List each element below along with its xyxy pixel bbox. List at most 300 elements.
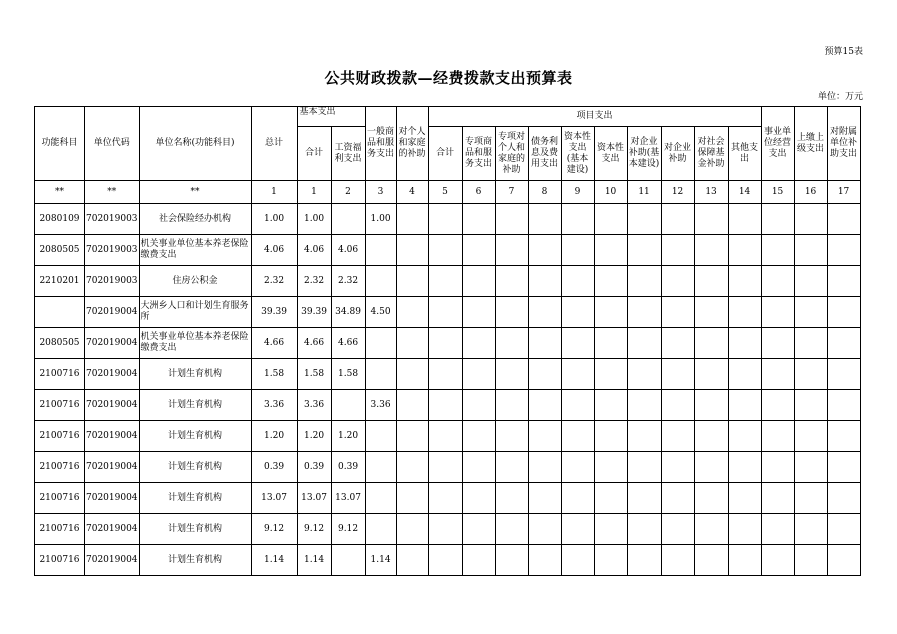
- func-code-cell: 2080505: [35, 328, 85, 359]
- empty-cell: [396, 297, 428, 328]
- empty-cell: [728, 452, 761, 483]
- empty-cell: [661, 297, 694, 328]
- empty-cell: [827, 421, 860, 452]
- empty-cell: [528, 452, 561, 483]
- func-code-cell: [35, 297, 85, 328]
- empty-cell: [827, 390, 860, 421]
- basic-total-cell: 1.58: [297, 359, 331, 390]
- wage-cell: 1.20: [331, 421, 365, 452]
- unit-name-cell: 大洲乡人口和计划生育服务所: [139, 297, 251, 328]
- basic-total-cell: 3.36: [297, 390, 331, 421]
- table-row: [35, 235, 861, 266]
- empty-cell: [794, 359, 827, 390]
- header-basic-personal: 对个人和家庭的补助: [396, 107, 428, 181]
- empty-cell: [694, 545, 728, 576]
- empty-cell: [661, 204, 694, 235]
- index-cell: 5: [428, 181, 462, 204]
- total-cell: 39.39: [251, 297, 297, 328]
- table-row: [35, 483, 861, 514]
- empty-cell: [594, 390, 627, 421]
- index-row: [35, 181, 861, 204]
- goods-cell: [365, 328, 396, 359]
- index-cell: **: [35, 181, 85, 204]
- empty-cell: [694, 390, 728, 421]
- empty-cell: [462, 328, 495, 359]
- header-proj-total: 合计: [428, 127, 462, 181]
- index-cell: 2: [331, 181, 365, 204]
- header-extra-affiliate: 对附属单位补助支出: [827, 107, 860, 181]
- empty-cell: [827, 359, 860, 390]
- empty-cell: [428, 297, 462, 328]
- index-cell: 6: [462, 181, 495, 204]
- empty-cell: [528, 545, 561, 576]
- empty-cell: [728, 204, 761, 235]
- empty-cell: [396, 235, 428, 266]
- table-row: [35, 421, 861, 452]
- wage-cell: 2.32: [331, 266, 365, 297]
- empty-cell: [761, 297, 794, 328]
- header-basic-goods: 一般商品和服务支出: [365, 107, 396, 181]
- index-cell: 11: [627, 181, 661, 204]
- unit-name-cell: 社会保险经办机构: [139, 204, 251, 235]
- wage-cell: 4.66: [331, 328, 365, 359]
- empty-cell: [428, 235, 462, 266]
- empty-cell: [495, 452, 528, 483]
- goods-cell: [365, 483, 396, 514]
- empty-cell: [661, 359, 694, 390]
- basic-total-cell: 0.39: [297, 452, 331, 483]
- unit-name-cell: 计划生育机构: [139, 421, 251, 452]
- empty-cell: [827, 204, 860, 235]
- empty-cell: [561, 266, 594, 297]
- empty-cell: [462, 421, 495, 452]
- total-cell: 13.07: [251, 483, 297, 514]
- total-cell: 9.12: [251, 514, 297, 545]
- empty-cell: [728, 235, 761, 266]
- empty-cell: [396, 452, 428, 483]
- empty-cell: [561, 328, 594, 359]
- index-cell: 15: [761, 181, 794, 204]
- wage-cell: 13.07: [331, 483, 365, 514]
- header-proj-goods: 专项商品和服务支出: [462, 127, 495, 181]
- empty-cell: [661, 390, 694, 421]
- empty-cell: [594, 545, 627, 576]
- empty-cell: [528, 359, 561, 390]
- func-code-cell: 2100716: [35, 452, 85, 483]
- total-cell: 1.00: [251, 204, 297, 235]
- page-title: 公共财政拨款—经费拨款支出预算表: [324, 69, 573, 87]
- basic-total-cell: 1.20: [297, 421, 331, 452]
- unit-code-cell: 702019004: [85, 421, 140, 452]
- unit-name-cell: 计划生育机构: [139, 359, 251, 390]
- empty-cell: [495, 359, 528, 390]
- wage-cell: 1.58: [331, 359, 365, 390]
- empty-cell: [728, 421, 761, 452]
- empty-cell: [594, 235, 627, 266]
- empty-cell: [462, 452, 495, 483]
- empty-cell: [396, 359, 428, 390]
- unit-code-cell: 702019003: [85, 266, 140, 297]
- empty-cell: [627, 545, 661, 576]
- unit-code-cell: 702019004: [85, 390, 140, 421]
- empty-cell: [761, 421, 794, 452]
- unit-name-cell: 计划生育机构: [139, 483, 251, 514]
- basic-total-cell: 4.66: [297, 328, 331, 359]
- empty-cell: [694, 297, 728, 328]
- wage-cell: 9.12: [331, 514, 365, 545]
- empty-cell: [396, 390, 428, 421]
- empty-cell: [428, 328, 462, 359]
- goods-cell: [365, 452, 396, 483]
- budget-table: [34, 106, 861, 576]
- empty-cell: [794, 421, 827, 452]
- unit-code-cell: 702019003: [85, 204, 140, 235]
- unit-code-cell: 702019004: [85, 328, 140, 359]
- empty-cell: [694, 266, 728, 297]
- empty-cell: [561, 359, 594, 390]
- empty-cell: [528, 235, 561, 266]
- empty-cell: [728, 545, 761, 576]
- empty-cell: [462, 266, 495, 297]
- index-cell: 3: [365, 181, 396, 204]
- empty-cell: [396, 483, 428, 514]
- empty-cell: [627, 204, 661, 235]
- wage-cell: 34.89: [331, 297, 365, 328]
- header-proj-enterprise-basic: 对企业补助(基本建设): [627, 127, 661, 181]
- empty-cell: [594, 421, 627, 452]
- empty-cell: [794, 204, 827, 235]
- empty-cell: [594, 204, 627, 235]
- goods-cell: 3.36: [365, 390, 396, 421]
- header-basic: 基本支出: [297, 107, 365, 127]
- header-proj-social-fund: 对社会保障基金补助: [694, 127, 728, 181]
- empty-cell: [761, 514, 794, 545]
- empty-cell: [561, 421, 594, 452]
- empty-cell: [462, 297, 495, 328]
- empty-cell: [827, 545, 860, 576]
- empty-cell: [495, 421, 528, 452]
- empty-cell: [561, 452, 594, 483]
- index-cell: 16: [794, 181, 827, 204]
- empty-cell: [728, 297, 761, 328]
- empty-cell: [827, 235, 860, 266]
- empty-cell: [528, 514, 561, 545]
- table-row: [35, 266, 861, 297]
- empty-cell: [627, 266, 661, 297]
- empty-cell: [627, 297, 661, 328]
- total-cell: 4.06: [251, 235, 297, 266]
- wage-cell: [331, 390, 365, 421]
- empty-cell: [495, 390, 528, 421]
- header-unit-code: 单位代码: [85, 107, 140, 181]
- empty-cell: [495, 328, 528, 359]
- unit-code-cell: 702019004: [85, 452, 140, 483]
- empty-cell: [462, 483, 495, 514]
- index-cell: 12: [661, 181, 694, 204]
- unit-code-cell: 702019004: [85, 359, 140, 390]
- empty-cell: [462, 545, 495, 576]
- header-proj-debt: 债务利息及费用支出: [528, 127, 561, 181]
- empty-cell: [528, 204, 561, 235]
- table-row: [35, 452, 861, 483]
- empty-cell: [627, 390, 661, 421]
- goods-cell: [365, 421, 396, 452]
- goods-cell: [365, 266, 396, 297]
- empty-cell: [694, 421, 728, 452]
- empty-cell: [428, 483, 462, 514]
- empty-cell: [694, 204, 728, 235]
- func-code-cell: 2100716: [35, 483, 85, 514]
- empty-cell: [428, 452, 462, 483]
- empty-cell: [761, 483, 794, 514]
- index-cell: 14: [728, 181, 761, 204]
- empty-cell: [594, 452, 627, 483]
- empty-cell: [594, 483, 627, 514]
- empty-cell: [627, 235, 661, 266]
- empty-cell: [396, 421, 428, 452]
- empty-cell: [594, 266, 627, 297]
- empty-cell: [694, 235, 728, 266]
- empty-cell: [594, 328, 627, 359]
- empty-cell: [694, 452, 728, 483]
- empty-cell: [495, 514, 528, 545]
- header-proj-capital: 资本性支出: [594, 127, 627, 181]
- unit-code-cell: 702019004: [85, 483, 140, 514]
- empty-cell: [561, 483, 594, 514]
- table-row: [35, 514, 861, 545]
- empty-cell: [627, 483, 661, 514]
- index-cell: **: [85, 181, 140, 204]
- unit-name-cell: 计划生育机构: [139, 452, 251, 483]
- empty-cell: [528, 421, 561, 452]
- func-code-cell: 2210201: [35, 266, 85, 297]
- empty-cell: [761, 390, 794, 421]
- empty-cell: [627, 452, 661, 483]
- empty-cell: [561, 514, 594, 545]
- header-extra-upper: 上缴上级支出: [794, 107, 827, 181]
- empty-cell: [728, 328, 761, 359]
- empty-cell: [661, 421, 694, 452]
- empty-cell: [794, 297, 827, 328]
- empty-cell: [694, 359, 728, 390]
- empty-cell: [694, 514, 728, 545]
- empty-cell: [794, 328, 827, 359]
- goods-cell: 4.50: [365, 297, 396, 328]
- empty-cell: [462, 235, 495, 266]
- total-cell: 1.58: [251, 359, 297, 390]
- empty-cell: [761, 235, 794, 266]
- index-cell: 1: [251, 181, 297, 204]
- unit-name-cell: 计划生育机构: [139, 545, 251, 576]
- unit-name-cell: 计划生育机构: [139, 514, 251, 545]
- empty-cell: [428, 514, 462, 545]
- empty-cell: [594, 359, 627, 390]
- table-number-label: 预算15表: [824, 47, 863, 57]
- goods-cell: 1.00: [365, 204, 396, 235]
- empty-cell: [761, 328, 794, 359]
- func-code-cell: 2080109: [35, 204, 85, 235]
- wage-cell: [331, 204, 365, 235]
- header-total: 总计: [251, 107, 297, 181]
- table-row: [35, 328, 861, 359]
- total-cell: 4.66: [251, 328, 297, 359]
- total-cell: 1.14: [251, 545, 297, 576]
- empty-cell: [428, 390, 462, 421]
- wage-cell: 4.06: [331, 235, 365, 266]
- index-cell: 8: [528, 181, 561, 204]
- empty-cell: [728, 514, 761, 545]
- table-row: [35, 545, 861, 576]
- basic-total-cell: 1.14: [297, 545, 331, 576]
- unit-code-cell: 702019004: [85, 297, 140, 328]
- empty-cell: [462, 514, 495, 545]
- empty-cell: [495, 545, 528, 576]
- empty-cell: [627, 514, 661, 545]
- unit-code-cell: 702019003: [85, 235, 140, 266]
- unit-name-cell: 计划生育机构: [139, 390, 251, 421]
- empty-cell: [561, 204, 594, 235]
- empty-cell: [495, 483, 528, 514]
- empty-cell: [794, 390, 827, 421]
- empty-cell: [396, 545, 428, 576]
- empty-cell: [396, 514, 428, 545]
- empty-cell: [794, 545, 827, 576]
- empty-cell: [396, 266, 428, 297]
- index-cell: **: [139, 181, 251, 204]
- empty-cell: [661, 452, 694, 483]
- unit-name-cell: 机关事业单位基本养老保险缴费支出: [139, 328, 251, 359]
- empty-cell: [661, 545, 694, 576]
- empty-cell: [428, 421, 462, 452]
- empty-cell: [495, 266, 528, 297]
- index-cell: 9: [561, 181, 594, 204]
- header-project: 项目支出: [428, 107, 761, 127]
- table-row: [35, 390, 861, 421]
- empty-cell: [827, 452, 860, 483]
- empty-cell: [396, 328, 428, 359]
- table-row: [35, 204, 861, 235]
- empty-cell: [428, 266, 462, 297]
- total-cell: 0.39: [251, 452, 297, 483]
- header-func-code: 功能科目: [35, 107, 85, 181]
- empty-cell: [594, 297, 627, 328]
- empty-cell: [728, 390, 761, 421]
- func-code-cell: 2080505: [35, 235, 85, 266]
- empty-cell: [661, 235, 694, 266]
- empty-cell: [495, 235, 528, 266]
- func-code-cell: 2100716: [35, 514, 85, 545]
- wage-cell: 0.39: [331, 452, 365, 483]
- empty-cell: [396, 204, 428, 235]
- func-code-cell: 2100716: [35, 390, 85, 421]
- total-cell: 3.36: [251, 390, 297, 421]
- empty-cell: [462, 390, 495, 421]
- empty-cell: [561, 545, 594, 576]
- empty-cell: [694, 328, 728, 359]
- empty-cell: [827, 514, 860, 545]
- header-extra-business: 事业单位经营支出: [761, 107, 794, 181]
- empty-cell: [661, 266, 694, 297]
- index-cell: 17: [827, 181, 860, 204]
- empty-cell: [728, 483, 761, 514]
- empty-cell: [827, 483, 860, 514]
- unit-code-cell: 702019004: [85, 545, 140, 576]
- unit-code-cell: 702019004: [85, 514, 140, 545]
- index-cell: 7: [495, 181, 528, 204]
- basic-total-cell: 1.00: [297, 204, 331, 235]
- empty-cell: [827, 328, 860, 359]
- empty-cell: [528, 483, 561, 514]
- empty-cell: [528, 328, 561, 359]
- empty-cell: [661, 328, 694, 359]
- table-body: [35, 204, 861, 576]
- empty-cell: [428, 545, 462, 576]
- goods-cell: [365, 359, 396, 390]
- empty-cell: [561, 235, 594, 266]
- func-code-cell: 2100716: [35, 545, 85, 576]
- basic-total-cell: 13.07: [297, 483, 331, 514]
- empty-cell: [694, 483, 728, 514]
- basic-total-cell: 39.39: [297, 297, 331, 328]
- header-proj-enterprise: 对企业补助: [661, 127, 694, 181]
- empty-cell: [462, 359, 495, 390]
- empty-cell: [827, 266, 860, 297]
- basic-total-cell: 9.12: [297, 514, 331, 545]
- table-row: [35, 359, 861, 390]
- empty-cell: [761, 545, 794, 576]
- empty-cell: [794, 235, 827, 266]
- empty-cell: [428, 204, 462, 235]
- index-cell: 1: [297, 181, 331, 204]
- empty-cell: [627, 421, 661, 452]
- empty-cell: [594, 514, 627, 545]
- empty-cell: [761, 266, 794, 297]
- empty-cell: [462, 204, 495, 235]
- basic-total-cell: 4.06: [297, 235, 331, 266]
- goods-cell: [365, 235, 396, 266]
- empty-cell: [528, 390, 561, 421]
- header-basic-wage: 工资福利支出: [331, 127, 365, 181]
- empty-cell: [627, 359, 661, 390]
- empty-cell: [827, 297, 860, 328]
- func-code-cell: 2100716: [35, 359, 85, 390]
- goods-cell: 1.14: [365, 545, 396, 576]
- total-cell: 2.32: [251, 266, 297, 297]
- empty-cell: [428, 359, 462, 390]
- goods-cell: [365, 514, 396, 545]
- empty-cell: [661, 514, 694, 545]
- index-cell: 13: [694, 181, 728, 204]
- index-cell: 10: [594, 181, 627, 204]
- basic-total-cell: 2.32: [297, 266, 331, 297]
- empty-cell: [728, 266, 761, 297]
- total-cell: 1.20: [251, 421, 297, 452]
- unit-label: 单位：万元: [817, 92, 863, 102]
- func-code-cell: 2100716: [35, 421, 85, 452]
- empty-cell: [528, 266, 561, 297]
- empty-cell: [761, 452, 794, 483]
- unit-name-cell: 住房公积金: [139, 266, 251, 297]
- empty-cell: [561, 297, 594, 328]
- header-proj-personal: 专项对个人和家庭的补助: [495, 127, 528, 181]
- empty-cell: [794, 514, 827, 545]
- empty-cell: [528, 297, 561, 328]
- wage-cell: [331, 545, 365, 576]
- table-row: [35, 297, 861, 328]
- header-proj-other: 其他支出: [728, 127, 761, 181]
- empty-cell: [794, 483, 827, 514]
- header-basic-total: 合计: [297, 127, 331, 181]
